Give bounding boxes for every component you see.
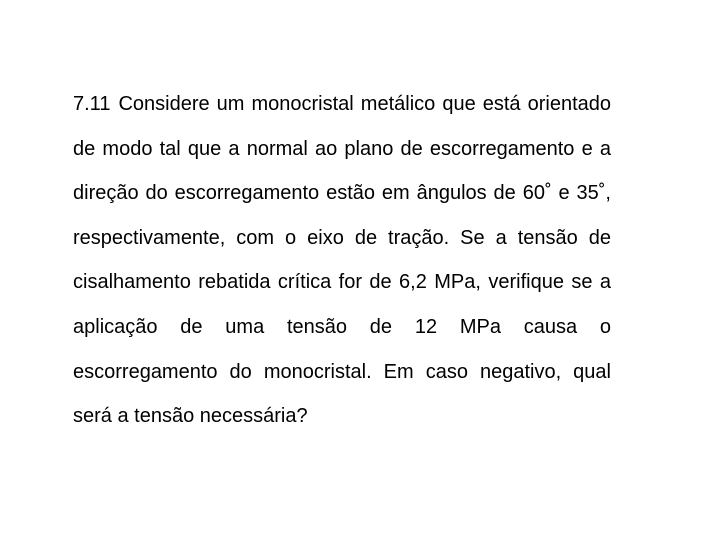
problem-statement	[73, 82, 611, 439]
problem-text: Considere um monocristal metálico que está orientado de modo tal que a normal ao plano de escorregamento e a direção do escorregamento estão em ângulos de 60˚ e 35˚, respectivamente, com o eixo de tração. Se a tensão de cisalhamento rebatida crítica for de 6,2 MPa, verifique se a aplicação de uma tensão de 12 MPa causa o escorregamento do monocristal. Em caso negativo, qual será a tensão necessária?	[73, 93, 611, 428]
problem-number: 7.11	[73, 93, 111, 115]
